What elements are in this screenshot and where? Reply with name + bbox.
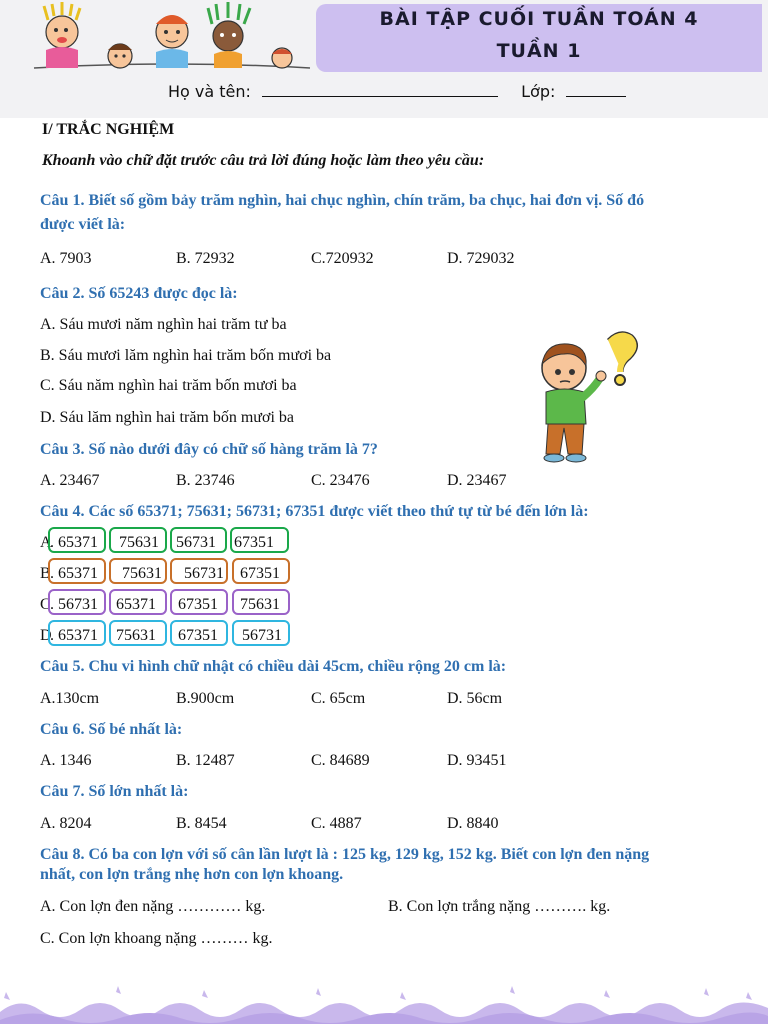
q4-a-num-4[interactable]: 67351 [234,534,274,551]
question-7: Câu 7. Số lớn nhất là: [40,783,189,800]
q2-option-a[interactable]: A. Sáu mươi năm nghìn hai trăm tư ba [40,316,287,333]
class-label: Lớp: [521,82,556,101]
question-6: Câu 6. Số bé nhất là: [40,721,183,738]
q6-option-d[interactable]: D. 93451 [447,752,507,769]
q4-option-a-letter[interactable]: A [40,534,52,551]
q5-option-b[interactable]: B.900cm [176,690,235,707]
instruction: Khoanh vào chữ đặt trước câu trả lời đúng hoặc làm theo yêu cầu: [42,152,485,169]
q5-option-d[interactable]: D. 56cm [447,690,503,707]
q1-option-c[interactable]: C.720932 [311,250,374,267]
q4-d-num-2[interactable]: 75631 [116,627,156,644]
q2-option-b[interactable]: B. Sáu mươi lăm nghìn hai trăm bốn mươi ba [40,347,332,364]
q7-option-b[interactable]: B. 8454 [176,815,227,832]
q4-b-num-2[interactable]: 75631 [122,565,162,582]
question-1-line1: Câu 1. Biết số gồm bảy trăm nghìn, hai chục nghìn, chín trăm, ba chục, hai đơn vị. Số đó [40,192,645,209]
q1-option-b[interactable]: B. 72932 [176,250,235,267]
question-3: Câu 3. Số nào dưới đây có chữ số hàng trăm là 7? [40,441,378,458]
q4-d-num-4[interactable]: 56731 [242,627,282,644]
q4-c-num-3[interactable]: 67351 [178,596,218,613]
q7-option-d[interactable]: D. 8840 [447,815,499,832]
page-title: BÀI TẬP CUỐI TUẦN TOÁN 4 [379,8,699,30]
q8-option-a[interactable]: A. Con lợn đen nặng ………… kg. [40,898,266,915]
title-box [316,4,762,72]
q4-option-d-letter[interactable]: D [40,627,52,644]
q4-d-num-3[interactable]: 67351 [178,627,218,644]
q4-b-num-4[interactable]: 67351 [240,565,280,582]
question-2: Câu 2. Số 65243 được đọc là: [40,285,238,302]
q6-option-a[interactable]: A. 1346 [40,752,92,769]
q4-a-num-1[interactable]: 65371 [58,534,98,551]
q4-c-num-4[interactable]: 75631 [240,596,280,613]
q5-option-c[interactable]: C. 65cm [311,690,366,707]
q1-option-a[interactable]: A. 7903 [40,250,92,267]
name-label: Họ và tên: [168,82,251,101]
q3-option-b[interactable]: B. 23746 [176,472,235,489]
q3-option-a[interactable]: A. 23467 [40,472,100,489]
name-field[interactable] [262,82,498,97]
q8-option-c[interactable]: C. Con lợn khoang nặng ……… kg. [40,930,273,947]
question-8-line2: nhất, con lợn trắng nhẹ hơn con lợn khoang. [40,866,344,883]
q4-a-num-3[interactable]: 56731 [176,534,216,551]
q4-d-num-1[interactable]: 65371 [58,627,98,644]
q4-c-num-2[interactable]: 65371 [116,596,156,613]
q1-option-d[interactable]: D. 729032 [447,250,515,267]
q5-option-a[interactable]: A.130cm [40,690,100,707]
q4-option-b-letter[interactable]: B [40,565,51,582]
q3-option-c[interactable]: C. 23476 [311,472,370,489]
q4-b-num-3[interactable]: 56731 [184,565,224,582]
q7-option-c[interactable]: C. 4887 [311,815,362,832]
section-heading: I/ TRẮC NGHIỆM [42,121,175,138]
thinking-boy-with-question-mark [534,328,646,466]
question-1-line2: được viết là: [40,216,126,233]
q4-a-num-2[interactable]: 75631 [119,534,159,551]
wave-decoration [0,982,768,1024]
q3-option-d[interactable]: D. 23467 [447,472,507,489]
q4-option-c-letter[interactable]: C [40,596,51,613]
q4-b-num-1[interactable]: 65371 [58,565,98,582]
question-8-line1: Câu 8. Có ba con lợn với số cân lần lượt là : 125 kg, 129 kg, 152 kg. Biết con lợn đen nặng [40,846,650,863]
question-4: Câu 4. Các số 65371; 75631; 56731; 67351 được viết theo thứ tự từ bé đến lớn là: [40,503,589,520]
q6-option-c[interactable]: C. 84689 [311,752,370,769]
q7-option-a[interactable]: A. 8204 [40,815,92,832]
class-field[interactable] [566,82,626,97]
q2-option-c[interactable]: C. Sáu năm nghìn hai trăm bốn mươi ba [40,377,297,394]
question-5: Câu 5. Chu vi hình chữ nhật có chiều dài 45cm, chiều rộng 20 cm là: [40,658,507,675]
q6-option-b[interactable]: B. 12487 [176,752,235,769]
cartoon-kids-illustration [32,2,312,72]
q8-option-b[interactable]: B. Con lợn trắng nặng ………. kg. [388,898,611,915]
q4-c-num-1[interactable]: 56731 [58,596,98,613]
page-subtitle: TUẦN 1 [496,40,582,62]
student-info-row [168,82,626,101]
q2-option-d[interactable]: D. Sáu lăm nghìn hai trăm bốn mươi ba [40,409,294,426]
